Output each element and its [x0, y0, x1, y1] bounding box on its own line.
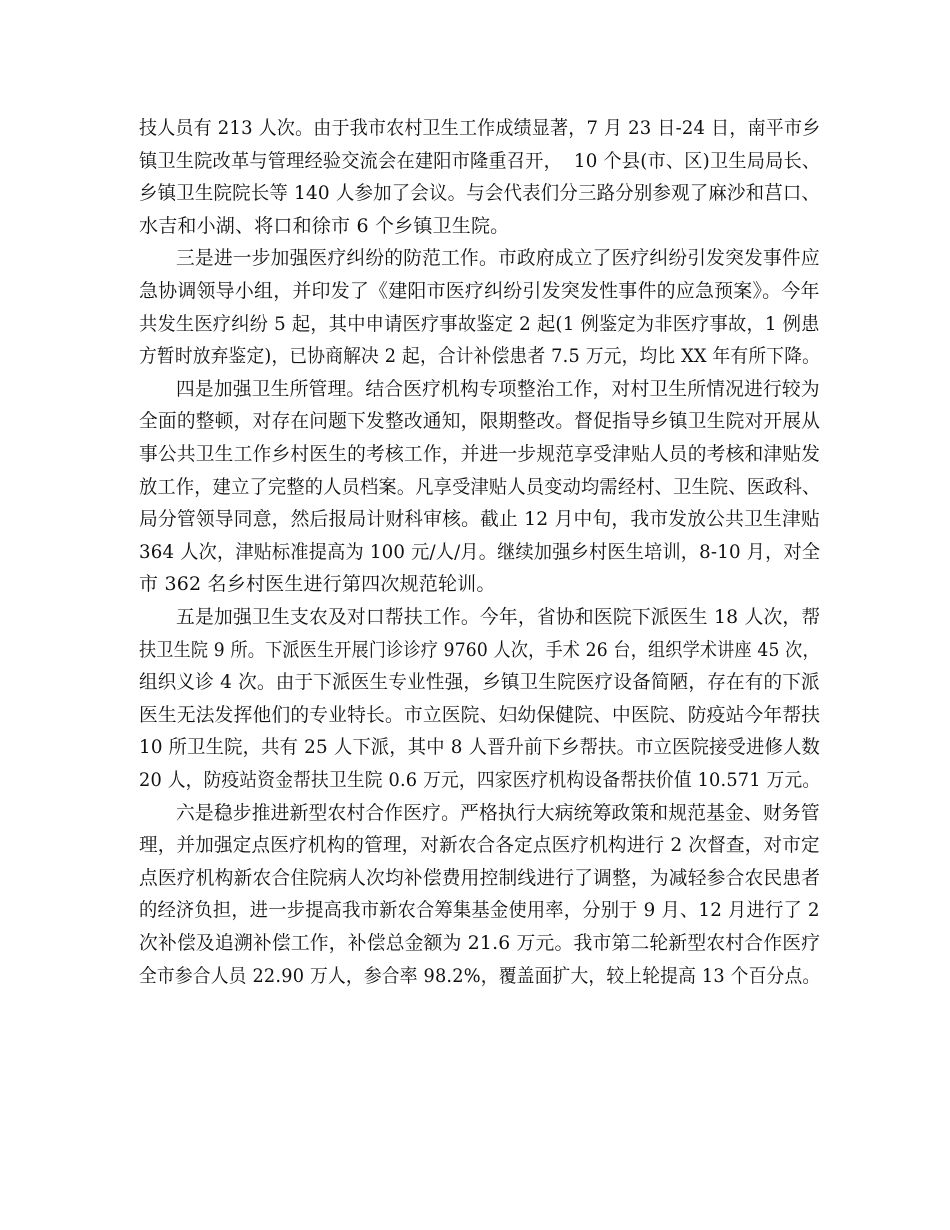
text-line: 组织义诊 4 次。由于下派医生专业性强，乡镇卫生院医疗设备简陋，存在有的下派: [139, 671, 820, 694]
text-line: 局分管领导同意，然后报局计财科审核。截止 12 月中旬，我市发放公共卫生津贴: [139, 508, 820, 531]
text-line: 市 362 名乡村医生进行第四次规范轮训。: [139, 573, 496, 596]
text-line: 次补偿及追溯补偿工作，补偿总金额为 21.6 万元。我市第二轮新型农村合作医疗: [139, 932, 821, 954]
text-line: 全市参合人员 22.90 万人，参合率 98.2%，覆盖面扩大，较上轮提高 13 个百分点。: [139, 964, 821, 987]
text-line: 全面的整顿，对存在问题下发整改通知，限期整改。督促指导乡镇卫生院对开展从: [139, 410, 821, 433]
text-line: 方暂时放弃鉴定)，已协商解决 2 起，合计补偿患者 7.5 万元，均比 XX 年有所下降。: [139, 345, 821, 368]
text-line: 扶卫生院 9 所。下派医生开展门诊诊疗 9760 人次，手术 26 台，组织学术讲座 45 次，: [139, 638, 820, 661]
paragraph-first-line: 四是加强卫生所管理。结合医疗机构专项整治工作，对村卫生所情况进行较为: [176, 377, 820, 400]
text-line: 20 人，防疫站资金帮扶卫生院 0.6 万元，四家医疗机构设备帮扶价值 10.571 万元。: [139, 769, 821, 791]
text-line: 乡镇卫生院院长等 140 人参加了会议。与会代表们分三路分别参观了麻沙和莒口、: [139, 182, 821, 205]
text-line: 急协调领导小组，并印发了《建阳市医疗纠纷引发突发性事件的应急预案》。今年: [139, 280, 820, 302]
text-line: 共发生医疗纠纷 5 起，其中申请医疗事故鉴定 2 起(1 例鉴定为非医疗事故，1 例患: [139, 312, 820, 335]
text-line: 点医疗机构新农合住院病人次均补偿费用控制线进行了调整，为减轻参合农民患者: [139, 866, 821, 889]
text-line: 医生无法发挥他们的专业特长。市立医院、妇幼保健院、中医院、防疫站今年帮扶: [139, 703, 821, 726]
paragraph-first-line: 三是进一步加强医疗纠纷的防范工作。市政府成立了医疗纠纷引发突发事件应: [176, 247, 820, 270]
text-line: 水吉和小湖、将口和徐市 6 个乡镇卫生院。: [139, 214, 510, 237]
text-line: 10 所卫生院，共有 25 人下派，其中 8 人晋升前下乡帮扶。市立医院接受进修人数: [139, 736, 821, 759]
text-line: 的经济负担，进一步提高我市新农合筹集基金使用率，分别于 9 月、12 月进行了 2: [139, 899, 820, 922]
paragraph-first-line: 六是稳步推进新型农村合作医疗。严格执行大病统筹政策和规范基金、财务管: [176, 801, 820, 824]
text-line: 放工作，建立了完整的人员档案。凡享受津贴人员变动均需经村、卫生院、医政科、: [139, 475, 821, 498]
text-line: 技人员有 213 人次。由于我市农村卫生工作成绩显著，7 月 23 日-24 日，南平市乡: [139, 117, 821, 139]
text-line: 事公共卫生工作乡村医生的考核工作，并进一步规范享受津贴人员的考核和津贴发: [139, 443, 821, 465]
paragraph-first-line: 五是加强卫生支农及对口帮扶工作。今年，省协和医院下派医生 18 人次，帮: [176, 606, 821, 628]
text-line: 364 人次，津贴标准提高为 100 元/人/月。继续加强乡村医生培训，8-10 月，对全: [139, 540, 821, 563]
text-line: 理，并加强定点医疗机构的管理，对新农合各定点医疗机构进行 2 次督查，对市定: [139, 834, 820, 857]
text-line: 镇卫生院改革与管理经验交流会在建阳市隆重召开， 10 个县(市、区)卫生局局长、: [139, 149, 821, 172]
